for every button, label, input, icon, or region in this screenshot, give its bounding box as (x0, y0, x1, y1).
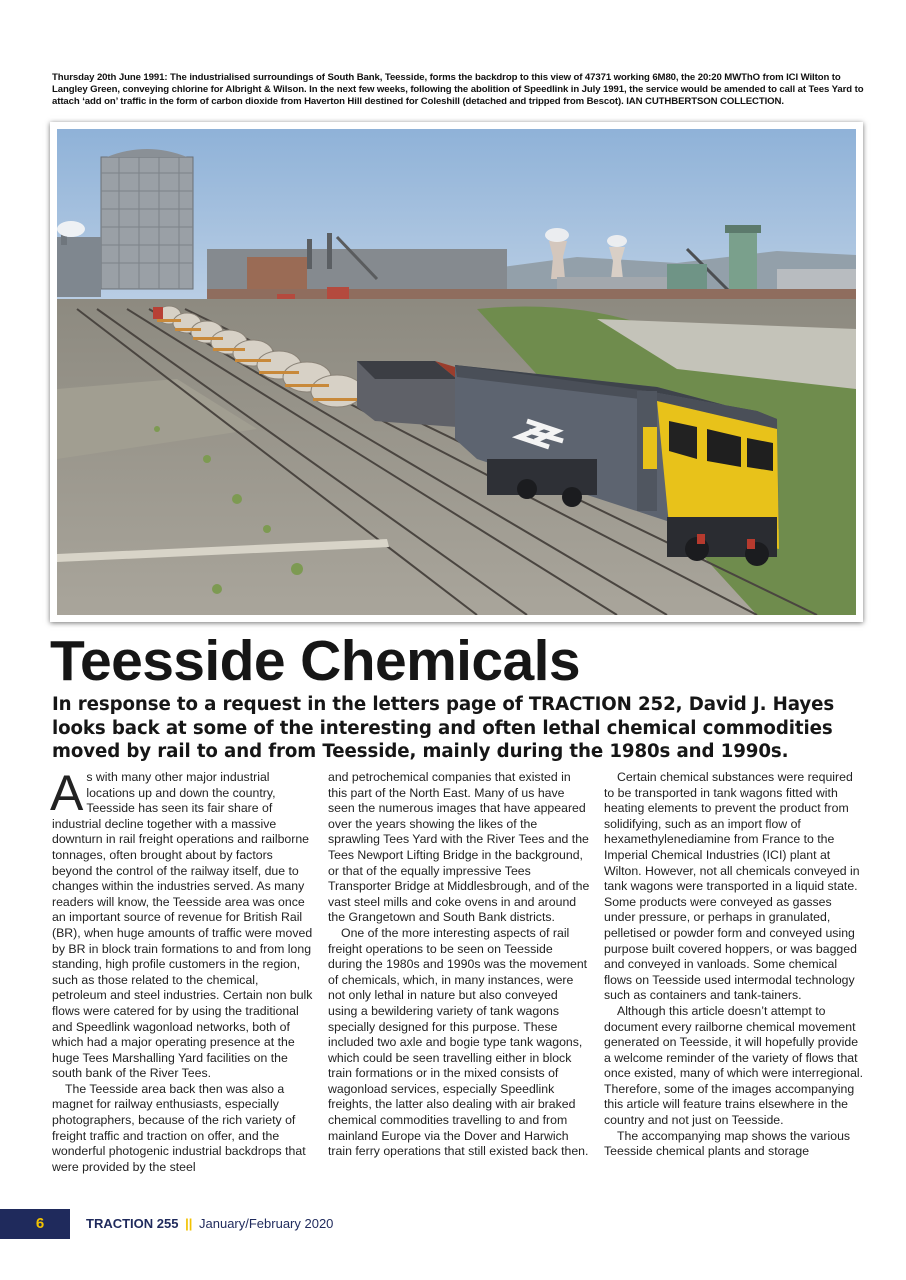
body-paragraph: Although this article doesn’t attempt to document every railborne chemical movement generated on Teesside, it will hopefully provide a welcome reminder of the variety of flows that once existed, many of which were interregional. Therefore, some of the images accompanying this article will feature trains elsewhere in the country and not just on Teesside. (604, 1003, 864, 1128)
footer-publication (86, 1216, 333, 1231)
drop-cap: A (50, 765, 84, 821)
photo-frame (50, 122, 863, 622)
body-paragraph: Certain chemical substances were required to be transported in tank wagons fitted with heating elements to prevent the product from solidifying, such as an import flow of hexamethylenediamine from France to the Imperial Chemical Industries (ICI) plant at Wilton. However, not all chemicals conveyed in tank wagons were transported in a liquid state. Some products were conveyed as gasses under pressure, or perhaps in granulated, pelletised or powder form and conveyed using purpose built covered hoppers, or was bagged and conveyed in vanloads. Some chemical flows on Teesside used intermodal technology such as containers and tank-tainers. (604, 770, 860, 1003)
body-paragraph: One of the more interesting aspects of rail freight operations to be seen on Teesside during the 1980s and 1990s was the movement of chemicals, which, in many instances, were not only lethal in nature but also conveyed using a bewildering variety of tank wagons specially designed for this purpose. These included two axle and bogie type tank wagons, which could be seen travelling either in block train formations or in the mixed consists of wagonload services, especially Speedlink freights, the latter also dealing with air braked chemical commodities travelling to and from mainland Europe via the Dover and Harwich train ferry operations that still existed back then. (328, 925, 589, 1159)
body-paragraph (50, 765, 314, 1082)
body-paragraph-text: s with many other major industrial locations up and down the country, Teesside has seen its fair share of industrial decline together with a massive downturn in rail freight operations and railborne tonnages, often brought about by factors beyond the control of the railway itself, due to changes within the industries served. As many readers will know, the Teesside area was once an important source of revenue for British Rail (BR), when huge amounts of traffic were moved by BR in block train formations to and from long standing, high profile customers in the region, such as those related to the chemical, petroleum and steel industries. Certain non bulk flows were catered for by using the traditional and Speedlink wagonload networks, both of which had a major operating presence at the huge Tees Marshalling Yard facilities on the south bank of the River Tees. (52, 770, 313, 1081)
article-column-3 (604, 770, 866, 1160)
van-wagon (357, 361, 467, 429)
page-number: 6 (35, 1215, 45, 1232)
article-column-2 (328, 770, 590, 1160)
page-footer (0, 1209, 906, 1241)
article-standfirst: In response to a request in the letters page of TRACTION 252, David J. Hayes looks back at some of the interesting and often lethal chemical commodities moved by rail to and from Teesside, mainly during the 1980s and 1990s. (52, 694, 835, 762)
article-column-1 (50, 765, 314, 1175)
body-paragraph: and petrochemical companies that existed in this part of the North East. Many of us have seen the numerous images that have appeared over the years showing the likes of the sprawling Tees Yard with the River Tees and the Tees Newport Lifting Bridge in the background, or that of the equally impressive Tees Transporter Bridge at Middlesbrough, and of the vast steel mills and coke ovens in and around the Grangetown and South Bank districts. (328, 770, 590, 925)
footer-separator: || (185, 1216, 193, 1231)
issue-date: January/February 2020 (199, 1216, 334, 1231)
page-number-badge (0, 1209, 70, 1239)
body-paragraph: The accompanying map shows the various Teesside chemical plants and storage (604, 1128, 851, 1159)
body-paragraph: The Teesside area back then was also a magnet for railway enthusiasts, especially photographers, because of the rich variety of freight traffic and traction on offer, and the wonderful photogenic industrial backdrops that were provided by the steel (52, 1081, 306, 1174)
train-photo (57, 129, 856, 615)
photo-caption: Thursday 20th June 1991: The industrialised surroundings of South Bank, Teesside, forms the backdrop to this view of 47371 working 6M80, the 20:20 MWThO from ICI Wilton to Langley Green, conveying chlorine for Albright & Wilson. In the next few weeks, following the abolition of Speedlink in July 1991, the service would be amended to call at Tees Yard to attach ‘add on’ traffic in the form of carbon dioxide from Haverton Hill destined for Coleshill (detached and tripped from Bescot). IAN CUTHBERTSON COLLECTION. (52, 72, 864, 107)
magazine-title: TRACTION 255 (86, 1216, 179, 1231)
article-headline: Teesside Chemicals (50, 629, 580, 693)
